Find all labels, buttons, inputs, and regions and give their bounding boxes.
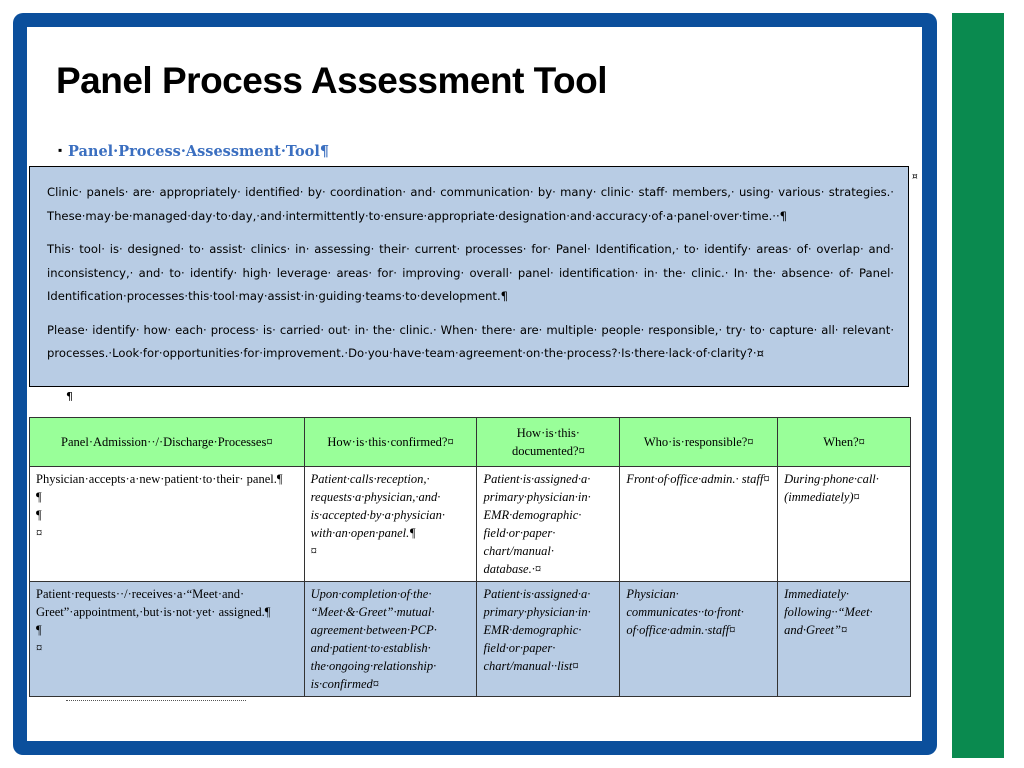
column-header: When?¤	[778, 418, 911, 467]
column-header: Who·is·responsible?¤	[620, 418, 778, 467]
bullet-mark: ▪	[58, 143, 63, 157]
table-cell: Patient·calls·reception,· requests·a·physician,·and· is·accepted·by·a·physician· with·an·open·panel.¶ ¤	[304, 467, 477, 582]
table-cell: Patient·is·assigned·a· primary·physician·in· EMR·demographic· field·or·paper· chart/manual··list¤	[477, 582, 620, 697]
table-row	[30, 467, 911, 582]
side-accent-bar	[952, 13, 1004, 758]
table-cell: Front·of·office·admin.· staff¤	[620, 467, 778, 582]
row-end-mark: ¤	[912, 172, 918, 182]
slide-title: Panel Process Assessment Tool	[56, 60, 608, 101]
table-cell: Physician·accepts·a·new·patient·to·their· panel.¶ ¶ ¶ ¤	[30, 467, 305, 582]
column-header: How·is·this· documented?¤	[477, 418, 620, 467]
dotted-line	[66, 700, 246, 701]
intro-paragraph-2: This· tool· is· designed· to· assist· clinics· in· assessing· their· current· processes· for· Panel· Identification,· to· identify· areas· of· overlap· and· inconsistency,· and· to· identify· high· leverage· areas· for· improving· overall· panel· identification· in· the· clinic.· In· the· absence· of· Panel· Identification·processes·this·tool·may·assist·in·guiding·teams·to·development.¶	[47, 242, 894, 303]
column-header: Panel·Admission··/·Discharge·Processes¤	[30, 418, 305, 467]
paragraph-mark: ¶	[66, 390, 73, 403]
table-cell: Physician· communicates··to·front· of·office·admin.·staff¤	[620, 582, 778, 697]
process-table	[29, 417, 911, 697]
column-header: How·is·this·confirmed?¤	[304, 418, 477, 467]
intro-paragraph-3: Please· identify· how· each· process· is· carried· out· in· the· clinic.· When· there· are· multiple· people· responsible,· try· to· capture· all· relevant· processes.·Look·for·opportunities·for·improvement.·Do·you·have·team·agreement·on·the·process?·Is·there·lack·of·clarity?·¤	[47, 322, 894, 360]
table-cell: Immediately· following··“Meet· and·Greet”¤	[778, 582, 911, 697]
table-cell: Patient·is·assigned·a· primary·physician·in· EMR·demographic· field·or·paper· chart/manual· database.·¤	[477, 467, 620, 582]
table-header-row	[30, 418, 911, 467]
table-cell: Patient·requests··/·receives·a·“Meet·and· Greet”·appointment,·but·is·not·yet· assigned.¶ ¶ ¤	[30, 582, 305, 697]
intro-paragraph-1: Clinic· panels· are· appropriately· identified· by· coordination· and· communication· by· many· clinic· staff· members,· using· various· strategies.· These·may·be·managed·day·to·day,·and·intermittently·to·ensure·appropriate·designation·and·accuracy·of·a·panel·over·time.··¶	[47, 185, 894, 223]
table-row	[30, 582, 911, 697]
document-heading: Panel·Process·Assessment·Tool¶	[68, 143, 330, 160]
table-cell: Upon·completion·of·the· “Meet·&·Greet”·mutual· agreement·between·PCP· and·patient·to·establish· the·ongoing·relationship· is·confirmed¤	[304, 582, 477, 697]
table-cell: During·phone·call· (immediately)¤	[778, 467, 911, 582]
intro-text-box	[29, 166, 909, 387]
